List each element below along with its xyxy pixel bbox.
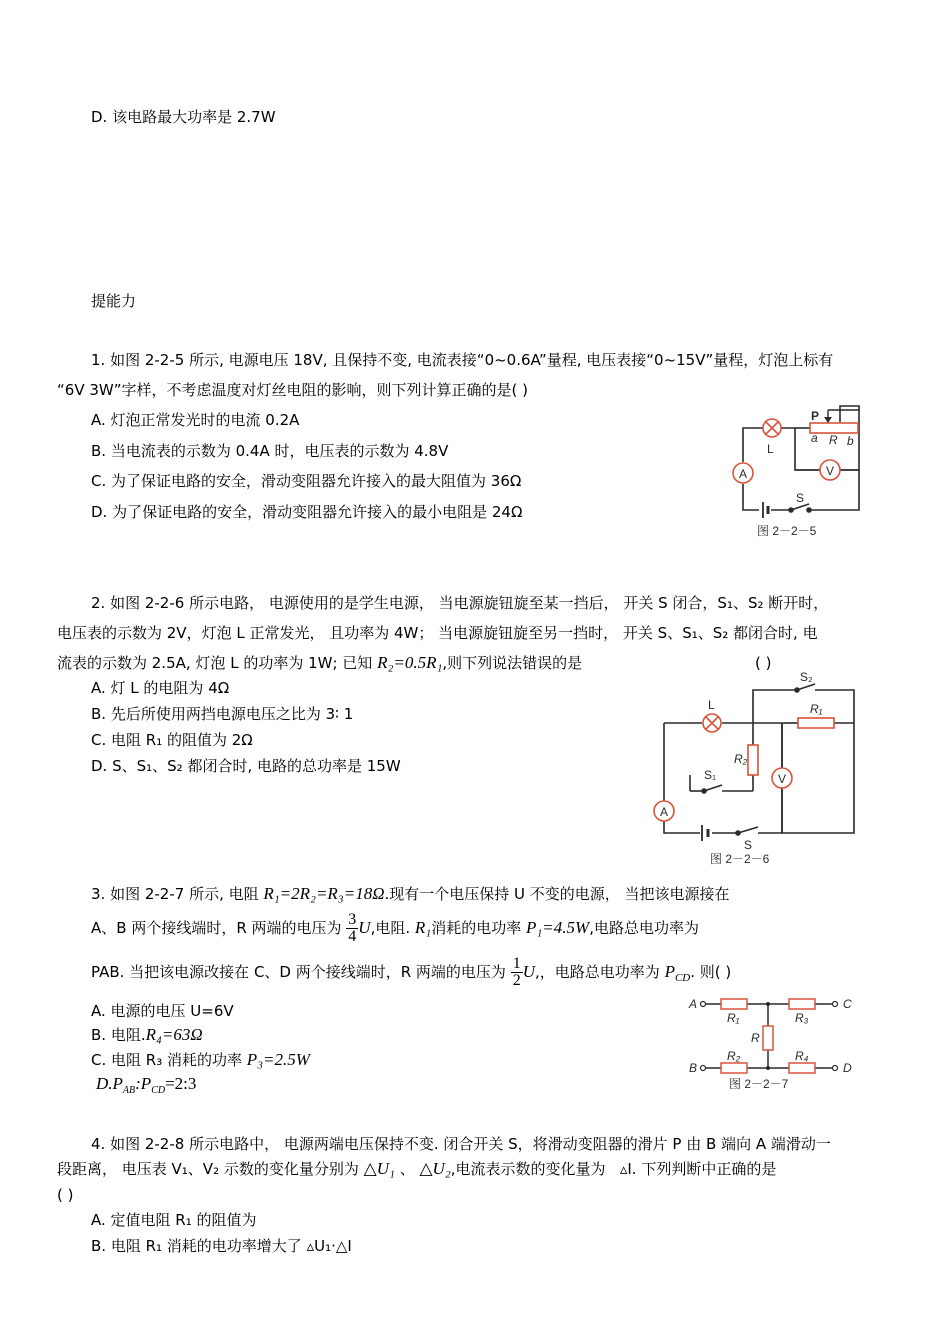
resistor-r3-symbol bbox=[789, 999, 815, 1009]
svg-text:R₃: R₃ bbox=[795, 1011, 809, 1025]
svg-text:R₂: R₂ bbox=[727, 1049, 741, 1063]
q3-option-b: B. 电阻.R₄=63Ω bbox=[91, 1025, 203, 1044]
svg-text:A: A bbox=[689, 997, 698, 1011]
svg-text:C: C bbox=[843, 997, 852, 1011]
svg-text:图 2－2－6: 图 2－2－6 bbox=[710, 852, 770, 866]
q1-option-d: D. 为了保证电路的安全，滑动变阻器允许接入的最小电阻是 24Ω bbox=[91, 503, 523, 521]
svg-text:V: V bbox=[777, 772, 787, 786]
q1-stem-line1: 1. 如图 2-2-5 所示, 电源电压 18V, 且保持不变, 电流表接“0~0.6A”量程, 电压表接“0~15V”量程，灯泡上标有 bbox=[91, 351, 834, 369]
q3-stem-line1: 3. 如图 2-2-7 所示, 电阻 R₁=2R₂=R₃=18Ω.现有一个电压保持 U 不变的电源， 当把该电源接在 bbox=[91, 884, 730, 903]
resistor-r1-symbol bbox=[721, 999, 747, 1009]
resistor-r1-symbol bbox=[798, 718, 834, 728]
svg-text:S₁: S₁ bbox=[704, 768, 717, 782]
q1-option-a: A. 灯泡正常发光时的电流 0.2A bbox=[91, 411, 300, 429]
q4-answer-bracket: ( ) bbox=[57, 1186, 74, 1204]
figure-2-2-7 bbox=[685, 990, 865, 1095]
q2-stem-line1: 2. 如图 2-2-6 所示电路， 电源使用的是学生电源， 当电源旋钮旋至某一挡后， 开关 S 闭合，S₁、S₂ 断开时， bbox=[91, 594, 829, 612]
figure-2-2-5 bbox=[725, 400, 875, 542]
q4-option-b: B. 电阻 R₁ 消耗的电功率增大了 ▵U₁·△I bbox=[91, 1237, 352, 1255]
resistor-r2-symbol bbox=[748, 745, 758, 775]
resistor-r2-symbol bbox=[721, 1063, 747, 1073]
svg-text:L: L bbox=[767, 442, 774, 456]
q2-option-c: C. 电阻 R₁ 的阻值为 2Ω bbox=[91, 731, 253, 749]
q1-option-b: B. 当电流表的示数为 0.4A 时，电压表的示数为 4.8V bbox=[91, 442, 449, 460]
svg-text:R: R bbox=[751, 1031, 760, 1045]
q1-stem-line2: “6V 3W”字样，不考虑温度对灯丝电阻的影响，则下列计算正确的是( ) bbox=[57, 381, 528, 399]
lamp-symbol bbox=[703, 714, 721, 732]
svg-text:B: B bbox=[689, 1061, 698, 1075]
svg-text:A: A bbox=[738, 467, 748, 481]
q3-option-a: A. 电源的电压 U=6V bbox=[91, 1002, 234, 1020]
svg-text:图 2－2－7: 图 2－2－7 bbox=[729, 1077, 789, 1091]
section-heading: 提能力 bbox=[91, 292, 137, 310]
svg-text:S₂: S₂ bbox=[800, 670, 813, 684]
q4-stem-line1: 4. 如图 2-2-8 所示电路中， 电源两端电压保持不变. 闭合开关 S，将滑动变阻器的滑片 P 由 B 端向 A 端滑动一 bbox=[91, 1135, 831, 1153]
voltmeter-symbol bbox=[820, 460, 840, 480]
resistor-r4-symbol bbox=[789, 1063, 815, 1073]
svg-text:R: R bbox=[829, 433, 838, 447]
q3-option-d: $D.P_{AB}:P_{CD}=2:3$ bbox=[96, 1074, 197, 1096]
q3-option-c: C. 电阻 R₃ 消耗的功率 P₃=2.5W bbox=[91, 1050, 310, 1069]
battery-symbol bbox=[763, 502, 768, 518]
q2-option-a: A. 灯 L 的电阻为 4Ω bbox=[91, 679, 230, 697]
q1-option-c: C. 为了保证电路的安全，滑动变阻器允许接入的最大阻值为 36Ω bbox=[91, 472, 522, 490]
svg-text:D: D bbox=[843, 1061, 852, 1075]
svg-text:R₂: R₂ bbox=[734, 752, 748, 766]
q0-option-d: D. 该电路最大功率是 2.7W bbox=[91, 108, 276, 126]
q3-stem-line2: A、B 两个接线端时，R 两端的电压为 $\frac{3}{4}$ U,电阻. R₁消耗的电功率 P₁=4.5W,电路总电功率为 bbox=[91, 911, 699, 945]
q2-answer-bracket: ( ) bbox=[755, 654, 772, 672]
ammeter-symbol bbox=[733, 463, 753, 483]
svg-text:R₄: R₄ bbox=[795, 1049, 809, 1063]
svg-text:R₁: R₁ bbox=[727, 1011, 740, 1025]
svg-text:V: V bbox=[825, 464, 835, 478]
q2-option-d: D. S、S₁、S₂ 都闭合时, 电路的总功率是 15W bbox=[91, 757, 401, 775]
q2-stem-line2: 电压表的示数为 2V，灯泡 L 正常发光， 且功率为 4W； 当电源旋钮旋至另一挡时， 开关 S、S₁、S₂ 都闭合时, 电 bbox=[57, 624, 818, 642]
figure-caption: 图 2－2－5 bbox=[757, 524, 817, 538]
resistor-r-symbol bbox=[763, 1026, 773, 1050]
svg-text:P: P bbox=[811, 409, 820, 423]
lamp-symbol bbox=[763, 419, 781, 437]
q3-stem-line3: PAB. 当把该电源改接在 C、D 两个接线端时，R 两端的电压为 $\frac{1}{2}$ U,，电路总电功率为 $P_{CD}$. 则( ) bbox=[91, 955, 732, 989]
svg-text:A: A bbox=[659, 805, 669, 819]
svg-text:S: S bbox=[796, 491, 805, 505]
figure-2-2-6 bbox=[650, 665, 870, 870]
switch-symbol bbox=[789, 504, 811, 512]
q4-stem-line2: 段距离， 电压表 V₁、V₂ 示数的变化量分别为 △U₁ 、 △U₂,电流表示数的变化量为 ▵I. 下列判断中正确的是 bbox=[57, 1159, 777, 1178]
svg-text:a: a bbox=[811, 431, 818, 445]
q2-option-b: B. 先后所使用两挡电源电压之比为 3∶ 1 bbox=[91, 705, 354, 723]
svg-text:L: L bbox=[708, 698, 715, 712]
q4-option-a: A. 定值电阻 R₁ 的阻值为 bbox=[91, 1211, 257, 1229]
svg-text:b: b bbox=[847, 434, 854, 448]
q2-stem-line3: 流表的示数为 2.5A, 灯泡 L 的功率为 1W; 已知 R₂=0.5R₁,则下列说法错误的是 bbox=[57, 653, 583, 672]
svg-text:R₁: R₁ bbox=[810, 702, 823, 716]
svg-text:S: S bbox=[744, 838, 753, 852]
